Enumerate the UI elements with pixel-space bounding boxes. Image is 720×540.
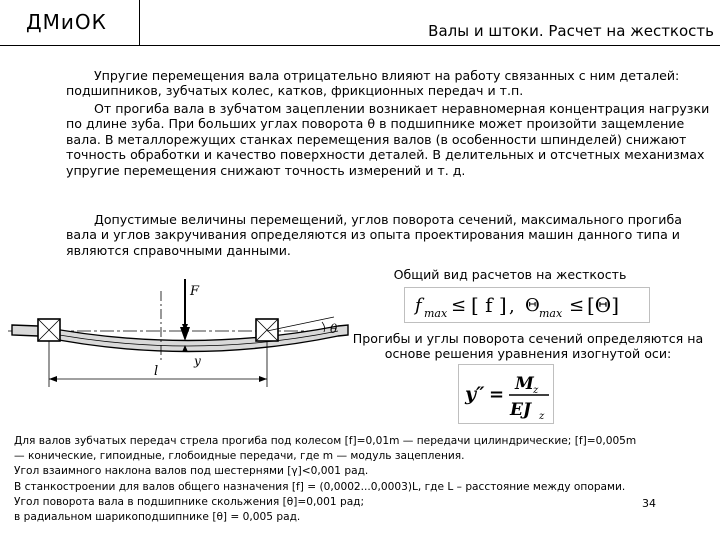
page-number: 34	[642, 497, 656, 510]
caption-deflection-solution: Прогибы и углы поворота сечений определяются на основе решения уравнения изогнутой оси:	[352, 331, 704, 361]
slide-title: Валы и штоки. Расчет на жесткость	[140, 0, 720, 46]
shaft-deflection-figure	[4, 275, 352, 410]
slide-header	[0, 0, 720, 46]
f-symbol: f	[415, 295, 422, 316]
ode-numerator-sub: z	[533, 385, 539, 396]
ode-denominator-sub: z	[539, 411, 545, 422]
force-label: F	[190, 284, 200, 299]
ode-eq: =	[489, 384, 505, 405]
note-mutual-angle: Угол взаимного наклона валов под шестернями [γ]<0,001 рад.	[14, 465, 369, 478]
theta-allowed: [Θ]	[587, 293, 620, 317]
length-label: l	[154, 364, 159, 379]
note-gear-shafts: Для валов зубчатых передач стрела прогиба под колесом [f]=0,01m — передачи цилиндрические; [f]=0,005m	[14, 435, 637, 447]
reference-notes	[14, 434, 718, 525]
note-machine-tools: В станкостроении для валов общего назначения [f] = (0,0002...0,0003)L, где L – расстояние между опорами.	[14, 480, 626, 493]
deflection-label: y	[194, 354, 201, 368]
leq-symbol-1: ≤	[451, 295, 467, 316]
angle-label: θ	[330, 322, 338, 336]
note-gear-types: — конические, гипоидные, глобоидные передачи, где m — модуль зацепления.	[14, 450, 465, 463]
paragraph-intro: Упругие перемещения вала отрицательно влияют на работу связанных с ним деталей: подшипников, зубчатых колес, катков, фрикционных передач и т.п.	[66, 68, 680, 99]
elastic-line-equation	[458, 364, 554, 424]
f-allowed: [ f ]	[471, 293, 507, 317]
note-sliding-bearing: Угол поворота вала в подшипнике скольжения [θ]=0,001 рад;	[14, 495, 365, 508]
course-label: ДМиОК	[0, 0, 140, 46]
theta-symbol: Θ	[525, 295, 540, 316]
leq-symbol-2: ≤	[569, 295, 585, 316]
ode-denominator: EJ	[510, 400, 532, 420]
ode-lhs: y″	[465, 383, 485, 405]
theta-max-sub: max	[539, 307, 563, 320]
f-max-sub: max	[424, 307, 448, 320]
note-ball-bearing: в радиальном шарикоподшипнике [θ] = 0,005 рад.	[14, 511, 301, 524]
ode-numerator: M	[515, 374, 534, 394]
separator-comma: ,	[509, 296, 515, 317]
paragraph-allowable: Допустимые величины перемещений, углов поворота сечений, максимального прогиба вала и углов закручивания определяются из опыта проектирования машин данного типа и являются справочными данными.	[66, 212, 682, 258]
stiffness-formula	[404, 287, 650, 323]
paragraph-effects: От прогиба вала в зубчатом зацеплении возникает неравномерная концентрация нагрузки по длине зуба. При больших углах поворота θ в подшипнике может произойти защемление вала. В металлорежущих станках перемещения валов (в особенности шпинделей) снижают точность обработки и качество поверхности деталей. В делительных и отсчетных механизмах упругие перемещения снижают точность измерений и т. д.	[66, 101, 710, 178]
caption-general-view: Общий вид расчетов на жесткость	[393, 267, 627, 282]
